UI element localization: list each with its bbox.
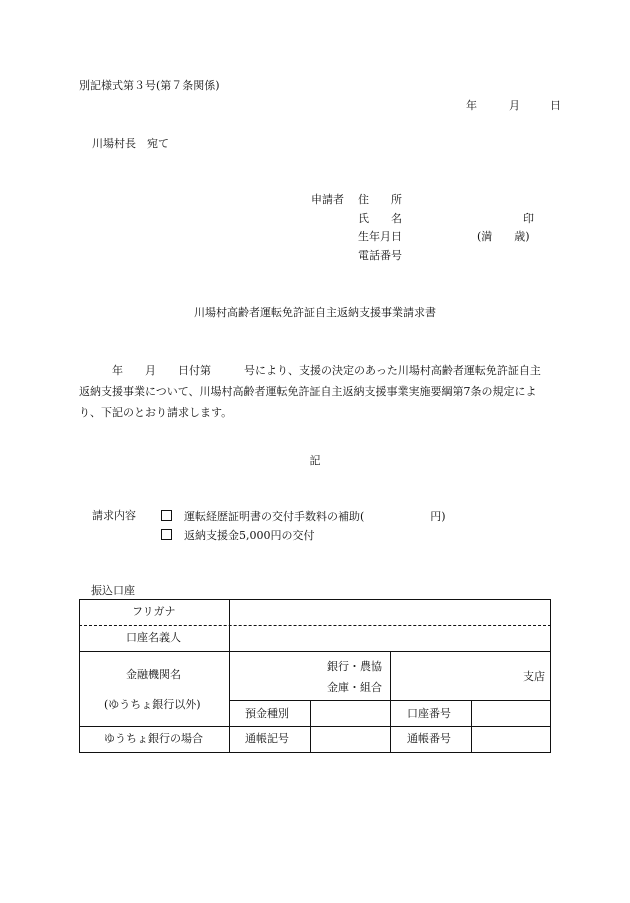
checkbox-fee[interactable] xyxy=(161,510,172,521)
branch-label: 支店 xyxy=(523,670,545,683)
date-year: 年 xyxy=(466,99,477,112)
body-paragraph: 年 月 日付第 号により、支援の決定のあった川場村高齢者運転免許証自主返納支援事業について、川場村高齢者運転免許証自主返納支援事業実施要綱第7条の規定により、下記のとおり請求します。 xyxy=(79,364,541,419)
table-border-bottom xyxy=(79,752,551,753)
request-item-grant xyxy=(161,529,315,541)
account-number-field[interactable] xyxy=(472,701,550,726)
institution-name-field[interactable] xyxy=(230,652,324,699)
request-item-fee xyxy=(161,510,446,522)
form-number: 別記様式第３号(第７条関係) xyxy=(79,79,220,92)
deposit-type-label: 預金種別 xyxy=(245,707,289,720)
account-holder-label: 口座名義人 xyxy=(126,631,181,644)
bank-type-line2: 金庫・組合 xyxy=(327,681,382,694)
passbook-number-label: 通帳番号 xyxy=(407,732,451,745)
birthdate-label: 生年月日 xyxy=(358,230,402,243)
age-label: (満 歳) xyxy=(477,230,530,243)
account-table xyxy=(79,599,551,753)
date-line xyxy=(466,100,561,111)
date-month: 月 xyxy=(509,99,520,112)
applicant-block xyxy=(311,194,551,264)
applicant-label: 申請者 xyxy=(311,193,344,206)
address-label: 住 所 xyxy=(358,193,402,206)
furigana-field[interactable] xyxy=(230,600,550,625)
table-border-right xyxy=(550,599,551,753)
yucho-label: ゆうちょ銀行の場合 xyxy=(104,732,203,745)
request-label: 請求内容 xyxy=(92,509,136,522)
institution-note: (ゆうちょ銀行以外) xyxy=(104,698,201,711)
document-title: 川場村高齢者運転免許証自主返納支援事業請求書 xyxy=(194,306,436,319)
request-item-fee-label: 運転経歴証明書の交付手数料の補助( 円) xyxy=(184,510,446,523)
seal-mark: 印 xyxy=(523,212,534,225)
passbook-number-field[interactable] xyxy=(472,727,550,752)
account-number-label: 口座番号 xyxy=(407,707,451,720)
branch-name-field[interactable] xyxy=(391,652,521,699)
institution-label: 金融機関名 xyxy=(126,668,181,681)
deposit-type-field[interactable] xyxy=(311,701,390,726)
account-holder-field[interactable] xyxy=(230,626,550,651)
ki-heading: 記 xyxy=(309,454,321,467)
table-border-left xyxy=(79,599,80,753)
name-label: 氏 名 xyxy=(358,212,402,225)
passbook-symbol-field[interactable] xyxy=(311,727,390,752)
passbook-symbol-label: 通帳記号 xyxy=(245,732,289,745)
checkbox-grant[interactable] xyxy=(161,529,172,540)
date-day: 日 xyxy=(550,99,561,112)
addressee: 川場村長 宛て xyxy=(92,137,169,150)
phone-label: 電話番号 xyxy=(358,249,402,262)
request-item-grant-label: 返納支援金5,000円の交付 xyxy=(184,529,315,542)
furigana-label: フリガナ xyxy=(132,605,176,618)
account-caption: 振込口座 xyxy=(91,584,135,597)
bank-type-line1: 銀行・農協 xyxy=(327,660,382,673)
